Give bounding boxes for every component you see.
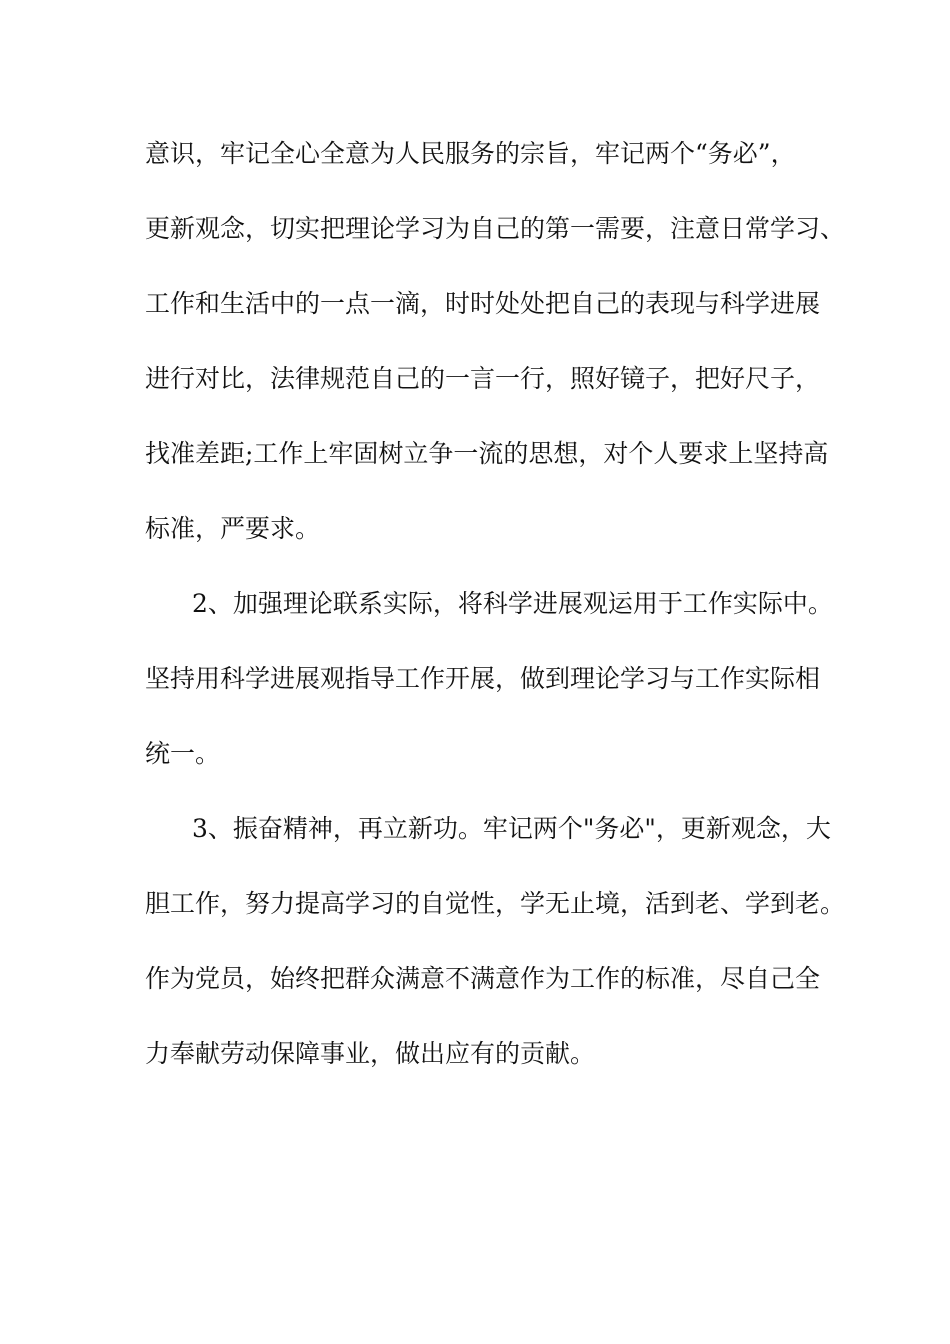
text-line: 力奉献劳动保障事业，做出应有的贡献。 bbox=[145, 1039, 596, 1068]
text-line: 统一。 bbox=[145, 739, 221, 768]
text-line: 作为党员，始终把群众满意不满意作为工作的标准，尽自己全 bbox=[145, 964, 821, 993]
text-line: 更新观念，切实把理论学习为自己的第一需要，注意日常学习、 bbox=[145, 214, 846, 243]
text-line: 进行对比，法律规范自己的一言一行，照好镜子，把好尺子， bbox=[145, 364, 821, 393]
text-line: 胆工作，努力提高学习的自觉性，学无止境，活到老、学到老。 bbox=[145, 889, 846, 918]
text-line: 找准差距;工作上牢固树立争一流的思想，对个人要求上坚持高 bbox=[145, 439, 829, 468]
text-line: 工作和生活中的一点一滴，时时处处把自己的表现与科学进展 bbox=[145, 289, 821, 318]
paragraph-3-first-line: 3、振奋精神，再立新功。牢记两个"务必"，更新观念，大 bbox=[192, 814, 831, 843]
paragraph-2-first-line: 2、加强理论联系实际，将科学进展观运用于工作实际中。 bbox=[192, 589, 833, 618]
text-line: 意识，牢记全心全意为人民服务的宗旨，牢记两个“务必”， bbox=[145, 139, 796, 168]
text-line: 标准，严要求。 bbox=[145, 514, 321, 543]
text-line: 坚持用科学进展观指导工作开展，做到理论学习与工作实际相 bbox=[145, 664, 821, 693]
